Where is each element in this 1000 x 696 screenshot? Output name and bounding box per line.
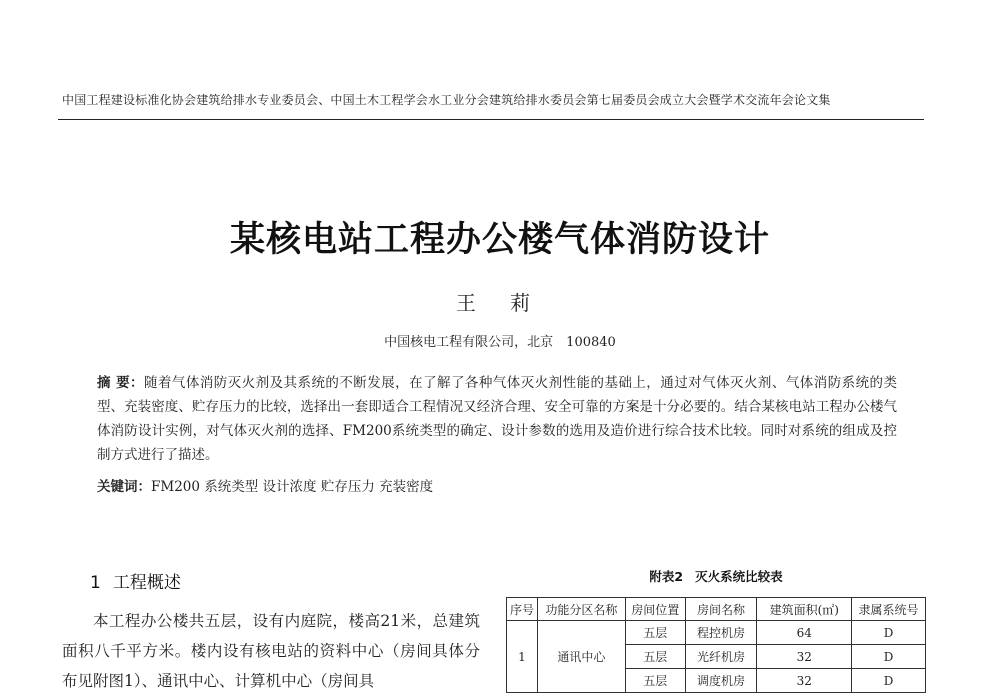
- keywords-label: 关键词：: [97, 479, 151, 495]
- system-cell: D: [852, 645, 926, 669]
- table-row: [507, 621, 926, 645]
- room-cell: 光纤机房: [685, 645, 757, 669]
- abstract: [97, 371, 897, 467]
- room-cell: 程控机房: [685, 621, 757, 645]
- abstract-label: 摘 要：: [97, 375, 145, 391]
- header-cell: 隶属系统号: [852, 598, 926, 621]
- floor-cell: 五层: [625, 621, 685, 645]
- floor-cell: 五层: [625, 669, 685, 693]
- section-number: 1: [90, 573, 101, 593]
- section-title: 工程概述: [112, 573, 181, 593]
- row-index-cell: 1: [507, 621, 538, 693]
- zone-name-cell: 通讯中心: [537, 621, 625, 693]
- table-header-row: [507, 598, 926, 621]
- section-body: [62, 606, 480, 696]
- area-cell: 32: [757, 645, 852, 669]
- room-cell: 调度机房: [685, 669, 757, 693]
- body-paragraph: 本工程办公楼共五层，设有内庭院，楼高21米，总建筑面积八千平方米。楼内设有核电站的资料中心（房间具体分布见附图1）、通讯中心、计算机中心（房间具: [62, 612, 480, 690]
- header-cell: 序号: [507, 598, 538, 621]
- floor-cell: 五层: [625, 645, 685, 669]
- proceedings-header: 中国工程建设标准化协会建筑给排水专业委员会、中国土木工程学会水工业分会建筑给排水委员会第七届委员会成立大会暨学术交流年会论文集: [62, 93, 831, 107]
- header-cell: 房间位置: [625, 598, 685, 621]
- table-caption: [506, 567, 926, 585]
- author-affiliation: 中国核电工程有限公司，北京 100840: [384, 335, 616, 350]
- comparison-table: [506, 597, 926, 693]
- area-cell: 64: [757, 621, 852, 645]
- author-name: 王 莉: [455, 291, 545, 315]
- paper-title: 某核电站工程办公楼气体消防设计: [229, 220, 770, 260]
- table-caption-label: 附表2: [649, 569, 684, 584]
- header-cell: 建筑面积(㎡): [757, 598, 852, 621]
- header-rule: [58, 119, 924, 120]
- keywords-text: FM200 系统类型 设计浓度 贮存压力 充装密度: [151, 479, 434, 495]
- abstract-text: 随着气体消防灭火剂及其系统的不断发展，在了解了各种气体灭火剂性能的基础上，通过对气体灭火剂、气体消防系统的类型、充装密度、贮存压力的比较，选择出一套即适合工程情况又经济合理、安全可靠的方案是十分必要的。结合某核电站工程办公楼气体消防设计实例，对气体灭火剂的选择、FM200系统类型的确定、设计参数的选用及造价进行综合技术比较。同时对系统的组成及控制方式进行了描述。: [97, 375, 898, 463]
- header-cell: 功能分区名称: [537, 598, 625, 621]
- system-cell: D: [852, 621, 926, 645]
- header-cell: 房间名称: [685, 598, 757, 621]
- section-heading: [90, 568, 181, 593]
- area-cell: 32: [757, 669, 852, 693]
- table-caption-title: 灭火系统比较表: [695, 569, 783, 584]
- system-cell: D: [852, 669, 926, 693]
- keywords: [97, 475, 897, 495]
